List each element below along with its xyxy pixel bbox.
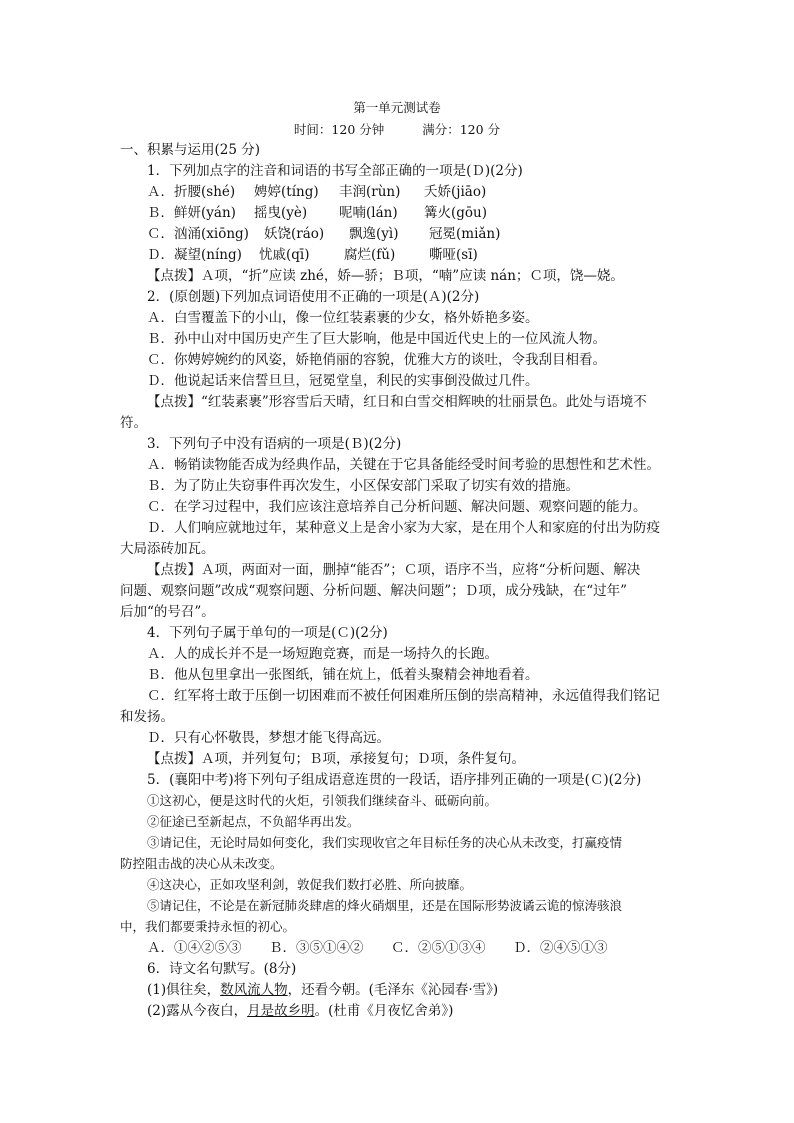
- q5-option-a: Ａ．①④②⑤③: [147, 940, 242, 956]
- q6-stem: 6．诗文名句默写。(8分): [147, 961, 297, 977]
- q5-stem: 5．(襄阳中考)将下列句子组成语意连贯的一段话，语序排列正确的一项是(Ｃ)(2分): [147, 772, 642, 788]
- q4-option-c: Ｃ．红军将士敢于压倒一切困难而不被任何困难所压倒的崇高精神，永远值得我们铭记: [147, 688, 660, 704]
- q1-option-a: Ａ．折腰(shé) 娉婷(tíng) 丰润(rùn) 夭娇(jiāo): [147, 184, 487, 200]
- q5-sentence-1: ①这初心，便是这时代的火炬，引领我们继续奋斗、砥砺向前。: [147, 793, 498, 808]
- q2-note-cont: 符。: [120, 415, 147, 431]
- q4-option-b: Ｂ．他从包里拿出一张图纸，铺在炕上，低着头聚精会神地看着。: [147, 667, 539, 683]
- q3-option-d-cont: 大局添砖加瓦。: [120, 541, 215, 557]
- q2-note: 【点拨】“红装素裹”形容雪后天晴，红日和白雪交相辉映的壮丽景色。此处与语境不: [147, 394, 647, 410]
- q2-option-b: Ｂ．孙中山对中国历史产生了巨大影响，他是中国近代史上的一位风流人物。: [147, 331, 606, 347]
- q3-option-c: Ｃ．在学习过程中，我们应该注意培养自己分析问题、解决问题、观察问题的能力。: [147, 499, 647, 515]
- q5-options: [147, 938, 707, 958]
- q5-sentence-4: ④这决心，正如攻坚利剑，敦促我们数打必胜、所向披靡。: [147, 877, 473, 892]
- q5-option-b: Ｂ．③⑤①④②: [269, 940, 364, 956]
- q1-option-b: Ｂ．鲜妍(yán) 摇曳(yè) 呢喃(lán) 篝火(gōu): [147, 205, 487, 221]
- q4-stem: 4．下列句子属于单句的一项是(Ｃ)(2分): [147, 625, 388, 641]
- q6-answer-2: 月是故乡明: [247, 1003, 315, 1019]
- q2-option-d: Ｄ．他说起话来信誓旦旦，冠冕堂皇，利民的实事倒没做过几件。: [147, 373, 539, 389]
- q4-option-a: Ａ．人的成长并不是一场短跑竞赛，而是一场持久的长跑。: [147, 646, 498, 662]
- q3-option-d: Ｄ．人们响应就地过年，某种意义上是舍小家为大家，是在用个人和家庭的付出为防疫: [147, 520, 660, 536]
- q6-answer-1: 数风流人物: [220, 982, 288, 998]
- q1-option-c: Ｃ．汹涌(xiōng) 妖饶(ráo) 飘逸(yì) 冠冕(miǎn): [147, 226, 501, 242]
- q2-stem: 2．(原创题)下列加点词语使用不正确的一项是(Ａ)(2分): [147, 289, 480, 305]
- q5-sentence-5: ⑤请记住，不论是在新冠肺炎肆虐的烽火硝烟里，还是在国际形势波谲云诡的惊涛骇浪: [147, 898, 623, 913]
- q6-item-2: (2)露从今夜白，月是故乡明。(杜甫《月夜忆舍弟》): [147, 1003, 454, 1019]
- exam-score: 满分：120 分: [422, 122, 501, 137]
- q5-sentence-5-cont: 中，我们都要秉持永恒的初心。: [120, 919, 296, 934]
- q3-stem: 3．下列句子中没有语病的一项是(Ｂ)(2分): [147, 436, 402, 452]
- q3-note: 【点拨】Ａ项，两面对一面，删掉“能否”；Ｃ项，语序不当，应将“分析问题、解决: [147, 562, 641, 578]
- q3-note-cont1: 问题、观察问题”改成“观察问题、分析问题、解决问题”；Ｄ项，成分残缺，在“过年”: [120, 583, 628, 599]
- exam-time: 时间：120 分钟: [293, 122, 385, 137]
- exam-title: 第一单元测试卷: [353, 100, 441, 115]
- section-heading: 一、积累与运用(25 分): [120, 142, 261, 158]
- q6-item-1: (1)俱往矣，数风流人物，还看今朝。(毛泽东《沁园春·雪》): [147, 982, 499, 998]
- q3-note-cont2: 后加“的号召”。: [120, 604, 215, 620]
- q3-option-a: Ａ．畅销读物能否成为经典作品，关键在于它具备能经受时间考验的思想性和艺术性。: [147, 457, 660, 473]
- q5-sentence-2: ②征途已至新起点，不负韶华再出发。: [147, 814, 360, 829]
- q5-option-d: Ｄ．②④⑤①③: [513, 940, 608, 956]
- q4-note: 【点拨】Ａ项，并列复句；Ｂ项，承接复句；Ｄ项，条件复句。: [147, 751, 525, 767]
- q1-stem: 1．下列加点字的注音和词语的书写全部正确的一项是(Ｄ)(2分): [147, 163, 523, 179]
- q1-note: 【点拨】Ａ项，“折”应读 zhé，娇—骄；Ｂ项，“喃”应读 nán；Ｃ项，饶—娆。: [147, 268, 624, 284]
- q5-option-c: Ｃ．②⑤①③④: [391, 940, 486, 956]
- q2-option-a: Ａ．白雪覆盖下的小山，像一位红装素裹的少女，格外娇艳多姿。: [147, 310, 539, 326]
- q3-option-b: Ｂ．为了防止失窃事件再次发生，小区保安部门采取了切实有效的措施。: [147, 478, 579, 494]
- q4-option-c-cont: 和发扬。: [120, 709, 174, 725]
- q2-option-c: Ｃ．你娉婷婉约的风姿，娇艳俏丽的容貌，优雅大方的谈吐，令我刮目相看。: [147, 352, 606, 368]
- q4-option-d: Ｄ．只有心怀敬畏，梦想才能飞得高远。: [147, 730, 390, 746]
- q5-sentence-3-cont: 防控阻击战的决心从未改变。: [120, 856, 283, 871]
- q5-sentence-3: ③请记住，无论时局如何变化，我们实现收官之年目标任务的决心从未改变，打赢疫情: [147, 835, 623, 850]
- exam-meta: [0, 120, 794, 138]
- q1-option-d: Ｄ．凝望(níng) 忧戚(qī) 腐烂(fǔ) 嘶哑(sī): [147, 247, 478, 263]
